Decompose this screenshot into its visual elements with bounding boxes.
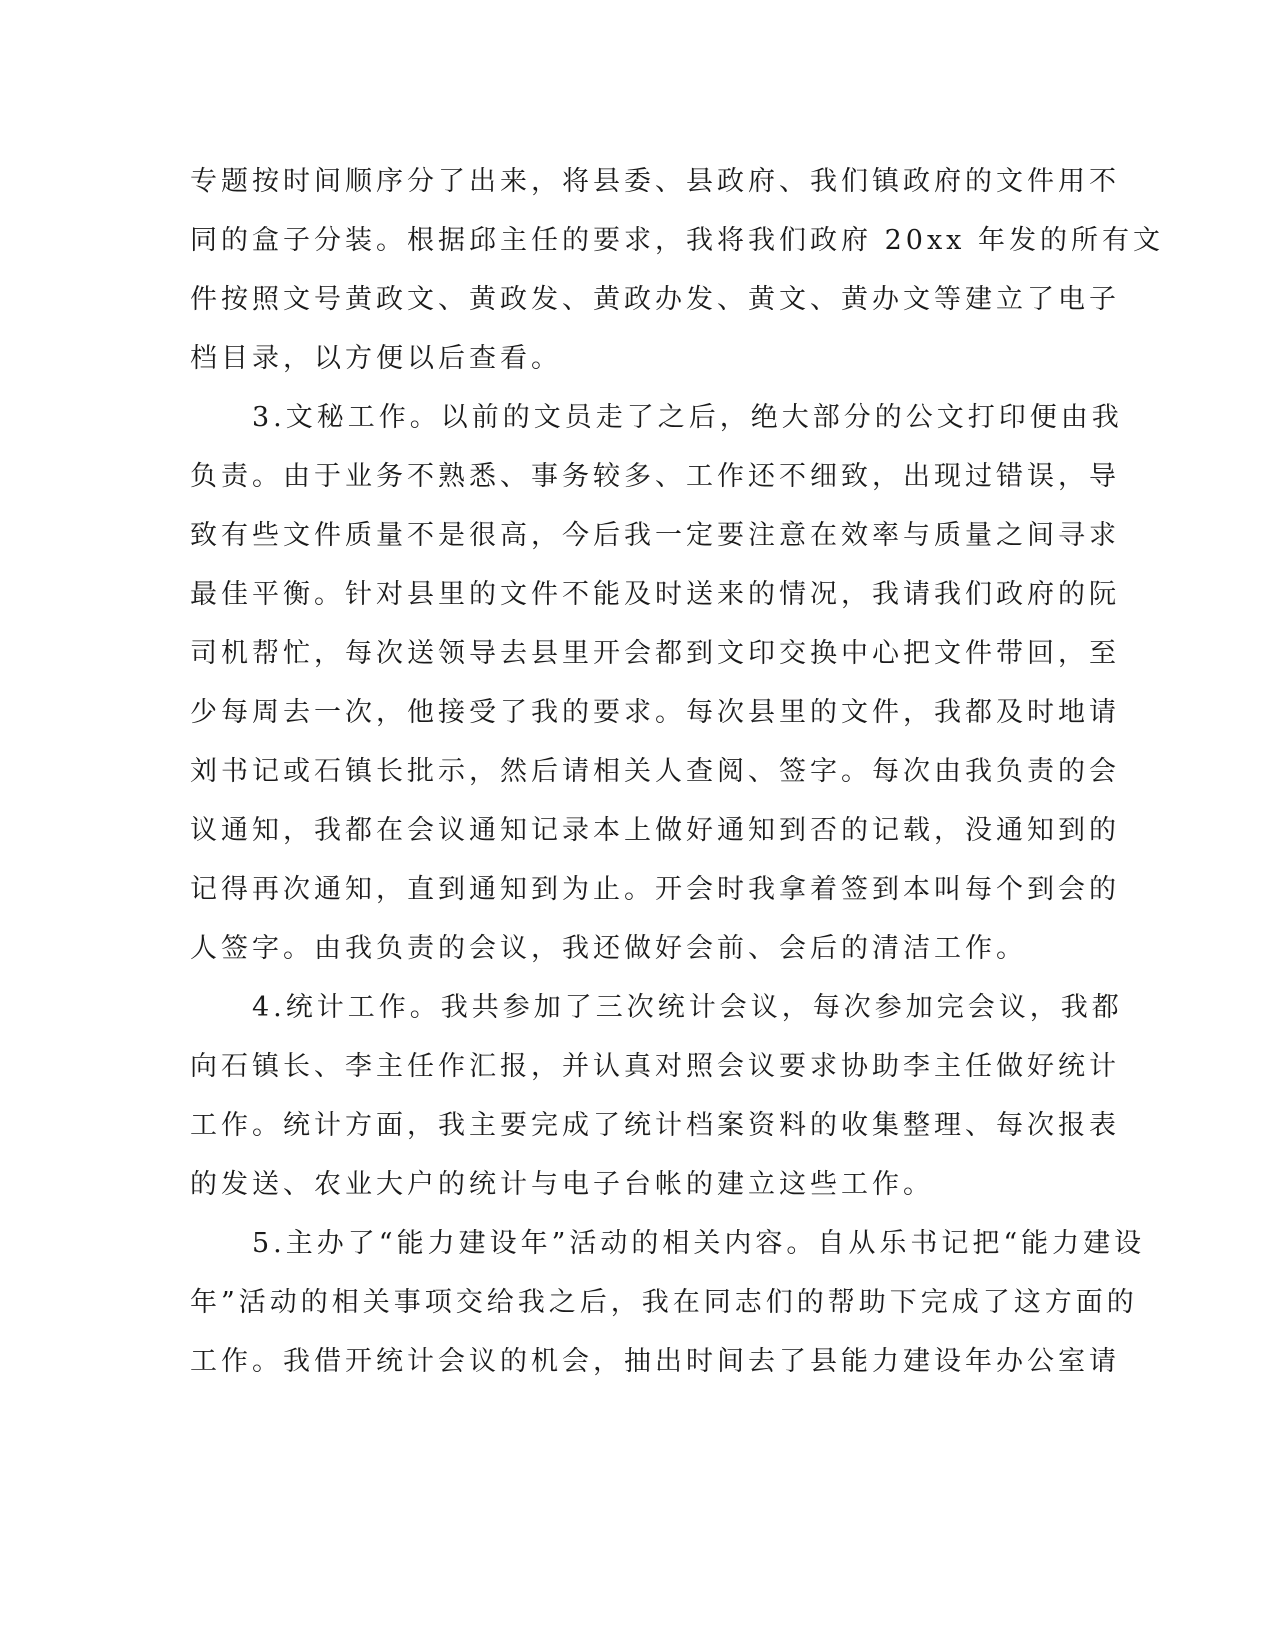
text-line: 档目录，以方便以后查看。	[190, 343, 562, 374]
text-line: 最佳平衡。针对县里的文件不能及时送来的情况，我请我们政府的阮	[190, 579, 1120, 610]
text-line: 记得再次通知，直到通知到为止。开会时我拿着签到本叫每个到会的	[190, 874, 1120, 905]
text-line: 司机帮忙，每次送领导去县里开会都到文印交换中心把文件带回，至	[190, 638, 1120, 669]
text-line: 专题按时间顺序分了出来，将县委、县政府、我们镇政府的文件用不	[190, 166, 1120, 197]
paragraph-first-line: 5.主办了“能力建设年”活动的相关内容。自从乐书记把“能力建设	[252, 1228, 1146, 1259]
text-line: 件按照文号黄政文、黄政发、黄政办发、黄文、黄办文等建立了电子	[190, 284, 1120, 315]
paragraph-first-line: 4.统计工作。我共参加了三次统计会议，每次参加完会议，我都	[252, 992, 1123, 1023]
text-line: 年”活动的相关事项交给我之后，我在同志们的帮助下完成了这方面的	[190, 1287, 1138, 1318]
text-line: 致有些文件质量不是很高，今后我一定要注意在效率与质量之间寻求	[190, 520, 1120, 551]
text-line: 工作。我借开统计会议的机会，抽出时间去了县能力建设年办公室请	[190, 1346, 1120, 1377]
text-line: 同的盒子分装。根据邱主任的要求，我将我们政府 20xx 年发的所有文	[190, 225, 1164, 256]
paragraph-first-line: 3.文秘工作。以前的文员走了之后，绝大部分的公文打印便由我	[252, 402, 1123, 433]
text-line: 向石镇长、李主任作汇报，并认真对照会议要求协助李主任做好统计	[190, 1051, 1120, 1082]
text-line: 负责。由于业务不熟悉、事务较多、工作还不细致，出现过错误，导	[190, 461, 1120, 492]
text-line: 议通知，我都在会议通知记录本上做好通知到否的记载，没通知到的	[190, 815, 1120, 846]
text-line: 少每周去一次，他接受了我的要求。每次县里的文件，我都及时地请	[190, 697, 1120, 728]
text-line: 的发送、农业大户的统计与电子台帐的建立这些工作。	[190, 1169, 934, 1200]
text-line: 工作。统计方面，我主要完成了统计档案资料的收集整理、每次报表	[190, 1110, 1120, 1141]
text-line: 人签字。由我负责的会议，我还做好会前、会后的清洁工作。	[190, 933, 1027, 964]
text-line: 刘书记或石镇长批示，然后请相关人查阅、签字。每次由我负责的会	[190, 756, 1120, 787]
